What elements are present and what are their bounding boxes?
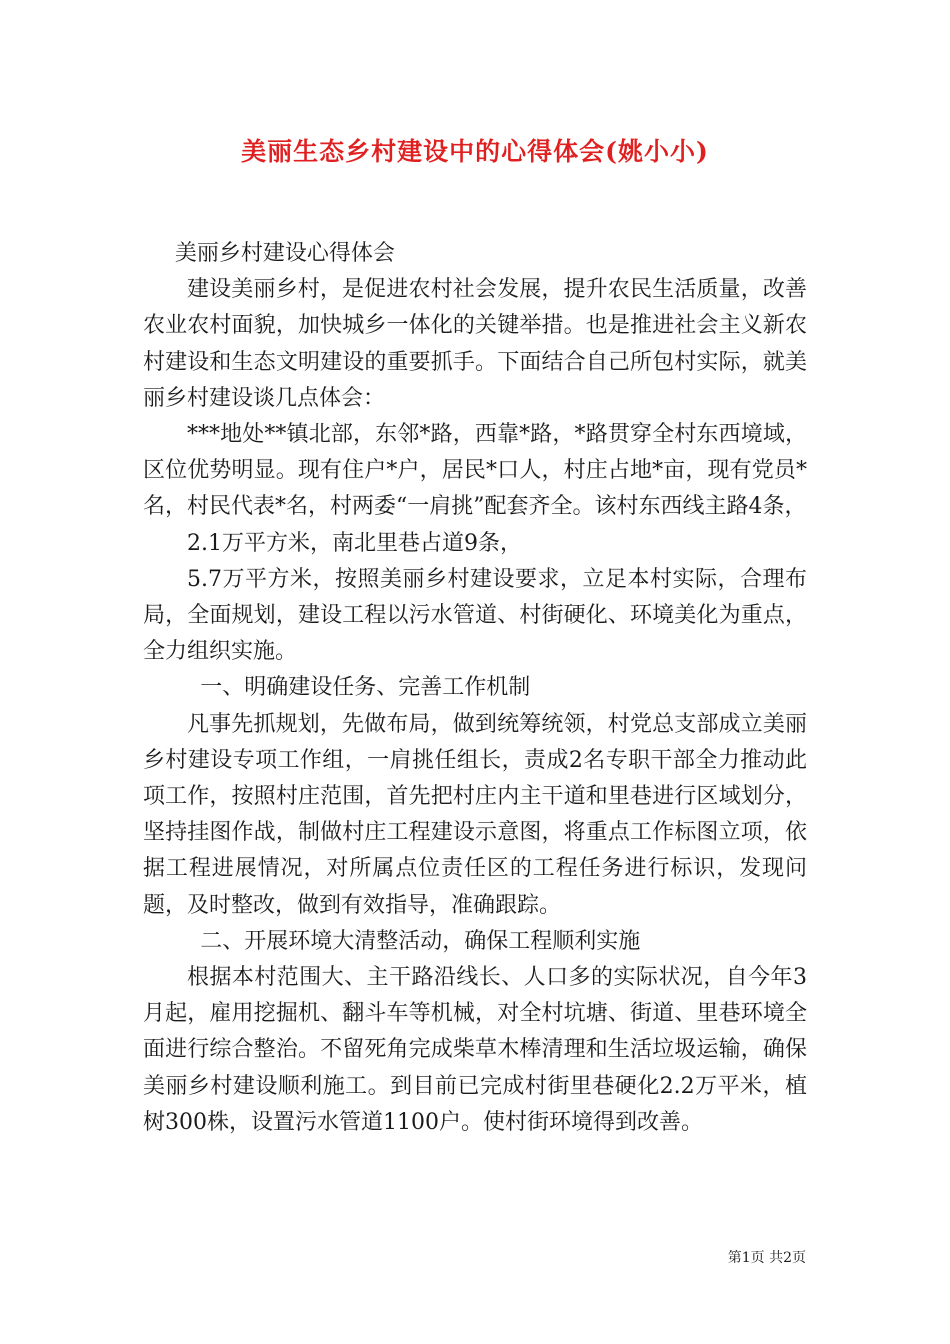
paragraph-intro: 建设美丽乡村，是促进农村社会发展，提升农民生活质量，改善农业农村面貌，加快城乡一体化的关键举措。也是推进社会主义新农村建设和生态文明建设的重要抓手。下面结合自己所包村实际，就美丽乡村建设谈几点体会： bbox=[143, 277, 807, 411]
paragraph-planning: 5.7万平方米，按照美丽乡村建设要求，立足本村实际，合理布局，全面规划，建设工程以污水管道、村街硬化、环境美化为重点，全力组织实施。 bbox=[143, 566, 807, 665]
paragraph-village-overview: ***地处**镇北部，东邻*路，西靠*路，*路贯穿全村东西境域，区位优势明显。现有住户*户，居民*口人，村庄占地*亩，现有党员*名，村民代表*名，村两委“一肩挑”配套齐全。该村东西线主路4条， bbox=[143, 422, 807, 520]
paragraph-north-south-lanes: 2.1万平方米，南北里巷占道9条， bbox=[187, 530, 522, 556]
paragraph-subtitle: 美丽乡村建设心得体会 bbox=[174, 241, 395, 266]
document-body bbox=[143, 236, 807, 1141]
section-heading-1: 一、明确建设任务、完善工作机制 bbox=[200, 675, 531, 701]
paragraph-section-1: 凡事先抓规划，先做布局，做到统筹统领，村党总支部成立美丽乡村建设专项工作组，一肩挑任组长，责成2名专职干部全力推动此项工作，按照村庄范围，首先把村庄内主干道和里巷进行区域划分，坚持挂图作战，制做村庄工程建设示意图，将重点工作标图立项，依据工程进展情况，对所属点位责任区的工程任务进行标识，发现问题，及时整改，做到有效指导，准确跟踪。 bbox=[143, 711, 807, 918]
page-number-footer: 第1页 共2页 bbox=[727, 1250, 806, 1266]
paragraph-section-2: 根据本村范围大、主干路沿线长、人口多的实际状况，自今年3月起，雇用挖掘机、翻斗车等机械，对全村坑塘、街道、里巷环境全面进行综合整治。不留死角完成柴草木棒清理和生活垃圾运输，确保美丽乡村建设顺利施工。到目前已完成村街里巷硬化2.2万平米，植树300株，设置污水管道1100户。使村街环境得到改善。 bbox=[143, 965, 807, 1135]
document-title: 美丽生态乡村建设中的心得体会(姚小小) bbox=[241, 137, 709, 166]
section-heading-2: 二、开展环境大清整活动，确保工程顺利实施 bbox=[200, 928, 641, 954]
